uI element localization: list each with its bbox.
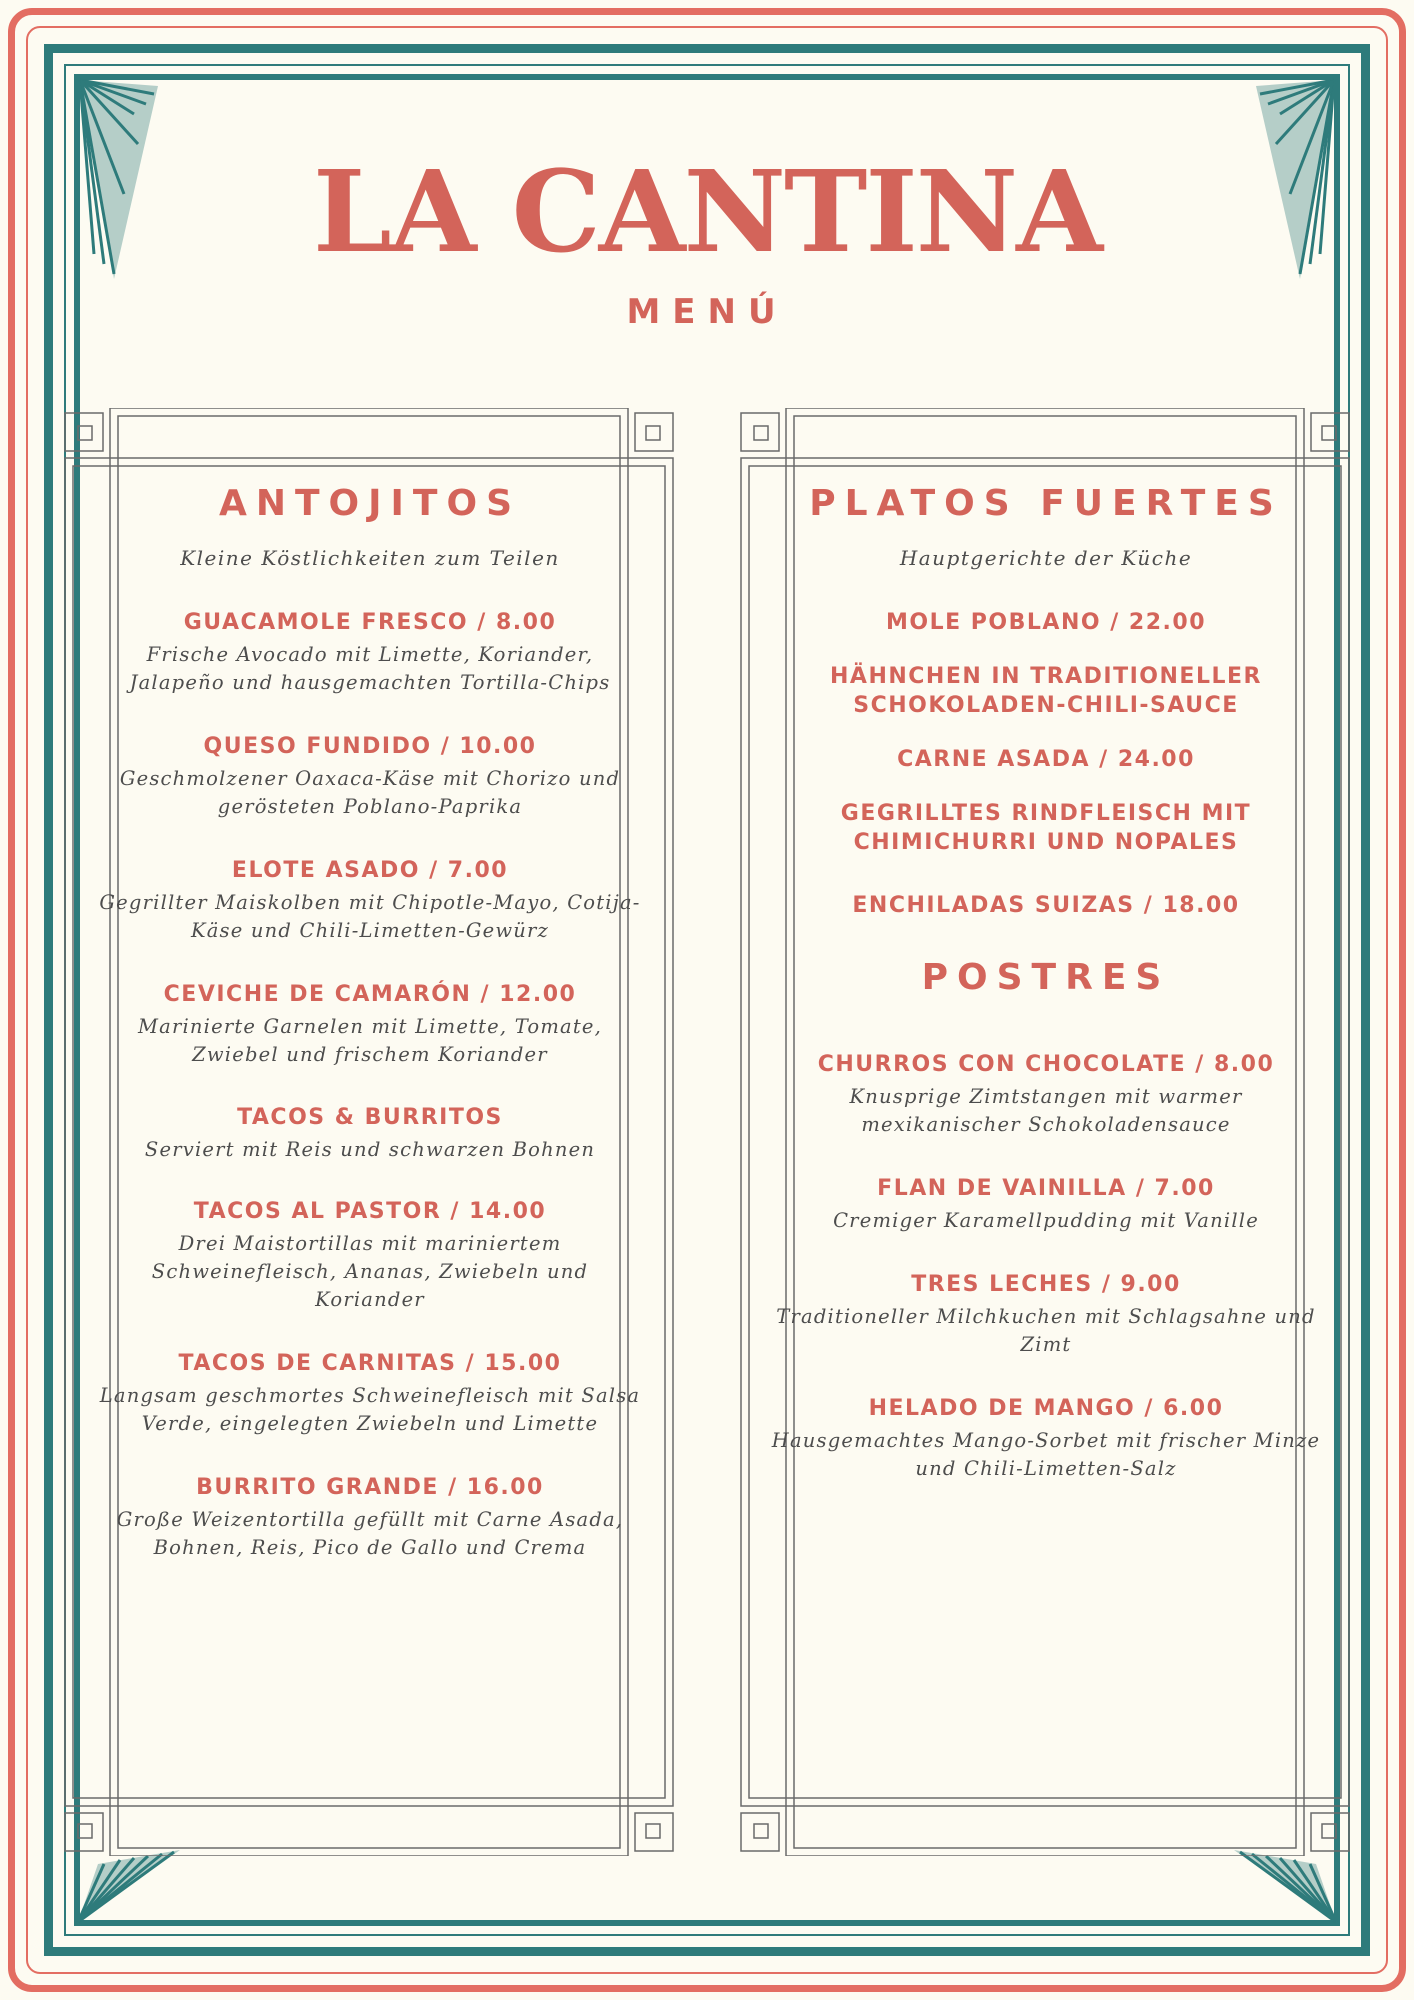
menu-item bbox=[98, 1349, 642, 1438]
menu-item bbox=[770, 1050, 1322, 1139]
corner-fan-bottom-left bbox=[74, 1848, 184, 1926]
menu-item bbox=[98, 980, 642, 1069]
item-name: QUESO FUNDIDO / 10.00 bbox=[203, 734, 537, 759]
item-name: HELADO DE MANGO / 6.00 bbox=[868, 1396, 1224, 1421]
item-name: ELOTE ASADO / 7.00 bbox=[231, 858, 509, 883]
item-description: Cremiger Karamellpudding mit Vanille bbox=[833, 1209, 1259, 1232]
item-description: Knusprige Zimtstangen mit warmer mexikanischer Schokoladensauce bbox=[849, 1085, 1243, 1136]
item-name: TACOS AL PASTOR / 14.00 bbox=[193, 1199, 547, 1224]
item-name: CHURROS CON CHOCOLATE / 8.00 bbox=[817, 1052, 1275, 1077]
corner-fan-bottom-right bbox=[1230, 1848, 1340, 1926]
left-column bbox=[98, 480, 642, 1562]
menu-item bbox=[770, 1174, 1322, 1235]
menu-item bbox=[770, 1394, 1322, 1483]
section-subtitle-antojitos: Kleine Köstlichkeiten zum Teilen bbox=[180, 546, 560, 570]
menu-subtitle: MENÚ bbox=[626, 292, 788, 332]
section-title-platos: PLATOS FUERTES bbox=[809, 483, 1283, 524]
item-name: ENCHILADAS SUIZAS / 18.00 bbox=[852, 893, 1240, 918]
item-description: Frische Avocado mit Limette, Koriander, Jalapeño und hausgemachten Tortilla-Chips bbox=[129, 643, 611, 694]
section-title-postres: POSTRES bbox=[921, 957, 1171, 998]
item-description: Traditioneller Milchkuchen mit Schlagsahne und Zimt bbox=[776, 1305, 1316, 1356]
menu-item bbox=[770, 891, 1322, 920]
item-description: GEGRILLTES RINDFLEISCH MIT CHIMICHURRI UND NOPALES bbox=[840, 801, 1252, 855]
item-name: MOLE POBLANO / 22.00 bbox=[886, 610, 1206, 635]
item-name: FLAN DE VAINILLA / 7.00 bbox=[877, 1176, 1215, 1201]
item-description: Langsam geschmortes Schweinefleisch mit Salsa Verde, eingelegten Zwiebeln und Limette bbox=[99, 1384, 641, 1435]
item-description: Gegrillter Maiskolben mit Chipotle-Mayo, Cotija-Käse und Chili-Limetten-Gewürz bbox=[99, 891, 641, 942]
menu-item bbox=[98, 608, 642, 697]
item-description: Drei Maistortillas mit mariniertem Schweinefleisch, Ananas, Zwiebeln und Koriander bbox=[151, 1232, 589, 1311]
section-header-tacos bbox=[98, 1103, 642, 1164]
section-subtitle-tacos: Serviert mit Reis und schwarzen Bohnen bbox=[144, 1138, 596, 1161]
menu-item bbox=[98, 856, 642, 945]
item-description: HÄHNCHEN IN TRADITIONELLER SCHOKOLADEN-CHILI-SAUCE bbox=[830, 664, 1262, 718]
item-name: TACOS DE CARNITAS / 15.00 bbox=[178, 1351, 562, 1376]
menu-item bbox=[98, 1197, 642, 1314]
item-description: Marinierte Garnelen mit Limette, Tomate, Zwiebel und frischem Koriander bbox=[137, 1015, 603, 1066]
menu-item bbox=[98, 1473, 642, 1562]
section-title-tacos: TACOS & BURRITOS bbox=[237, 1105, 503, 1130]
item-description: Hausgemachtes Mango-Sorbet mit frischer Minze und Chili-Limetten-Salz bbox=[771, 1429, 1321, 1480]
item-name: CEVICHE DE CAMARÓN / 12.00 bbox=[163, 982, 577, 1007]
menu-item bbox=[770, 608, 1322, 720]
restaurant-name: LA CANTINA bbox=[312, 147, 1102, 278]
section-subtitle-platos: Hauptgerichte der Küche bbox=[899, 546, 1193, 570]
item-name: GUACAMOLE FRESCO / 8.00 bbox=[183, 610, 557, 635]
item-description: Geschmolzener Oaxaca-Käse mit Chorizo und gerösteten Poblano-Paprika bbox=[119, 767, 621, 818]
item-name: BURRITO GRANDE / 16.00 bbox=[196, 1475, 544, 1500]
item-description: Große Weizentortilla gefüllt mit Carne Asada, Bohnen, Reis, Pico de Gallo und Crema bbox=[116, 1508, 624, 1559]
section-title-antojitos: ANTOJITOS bbox=[218, 483, 522, 524]
item-name: TRES LECHES / 9.00 bbox=[911, 1272, 1181, 1297]
menu-item bbox=[98, 732, 642, 821]
right-column bbox=[770, 480, 1322, 1483]
item-name: CARNE ASADA / 24.00 bbox=[897, 747, 1195, 772]
menu-item bbox=[770, 1270, 1322, 1359]
menu-item bbox=[770, 745, 1322, 857]
